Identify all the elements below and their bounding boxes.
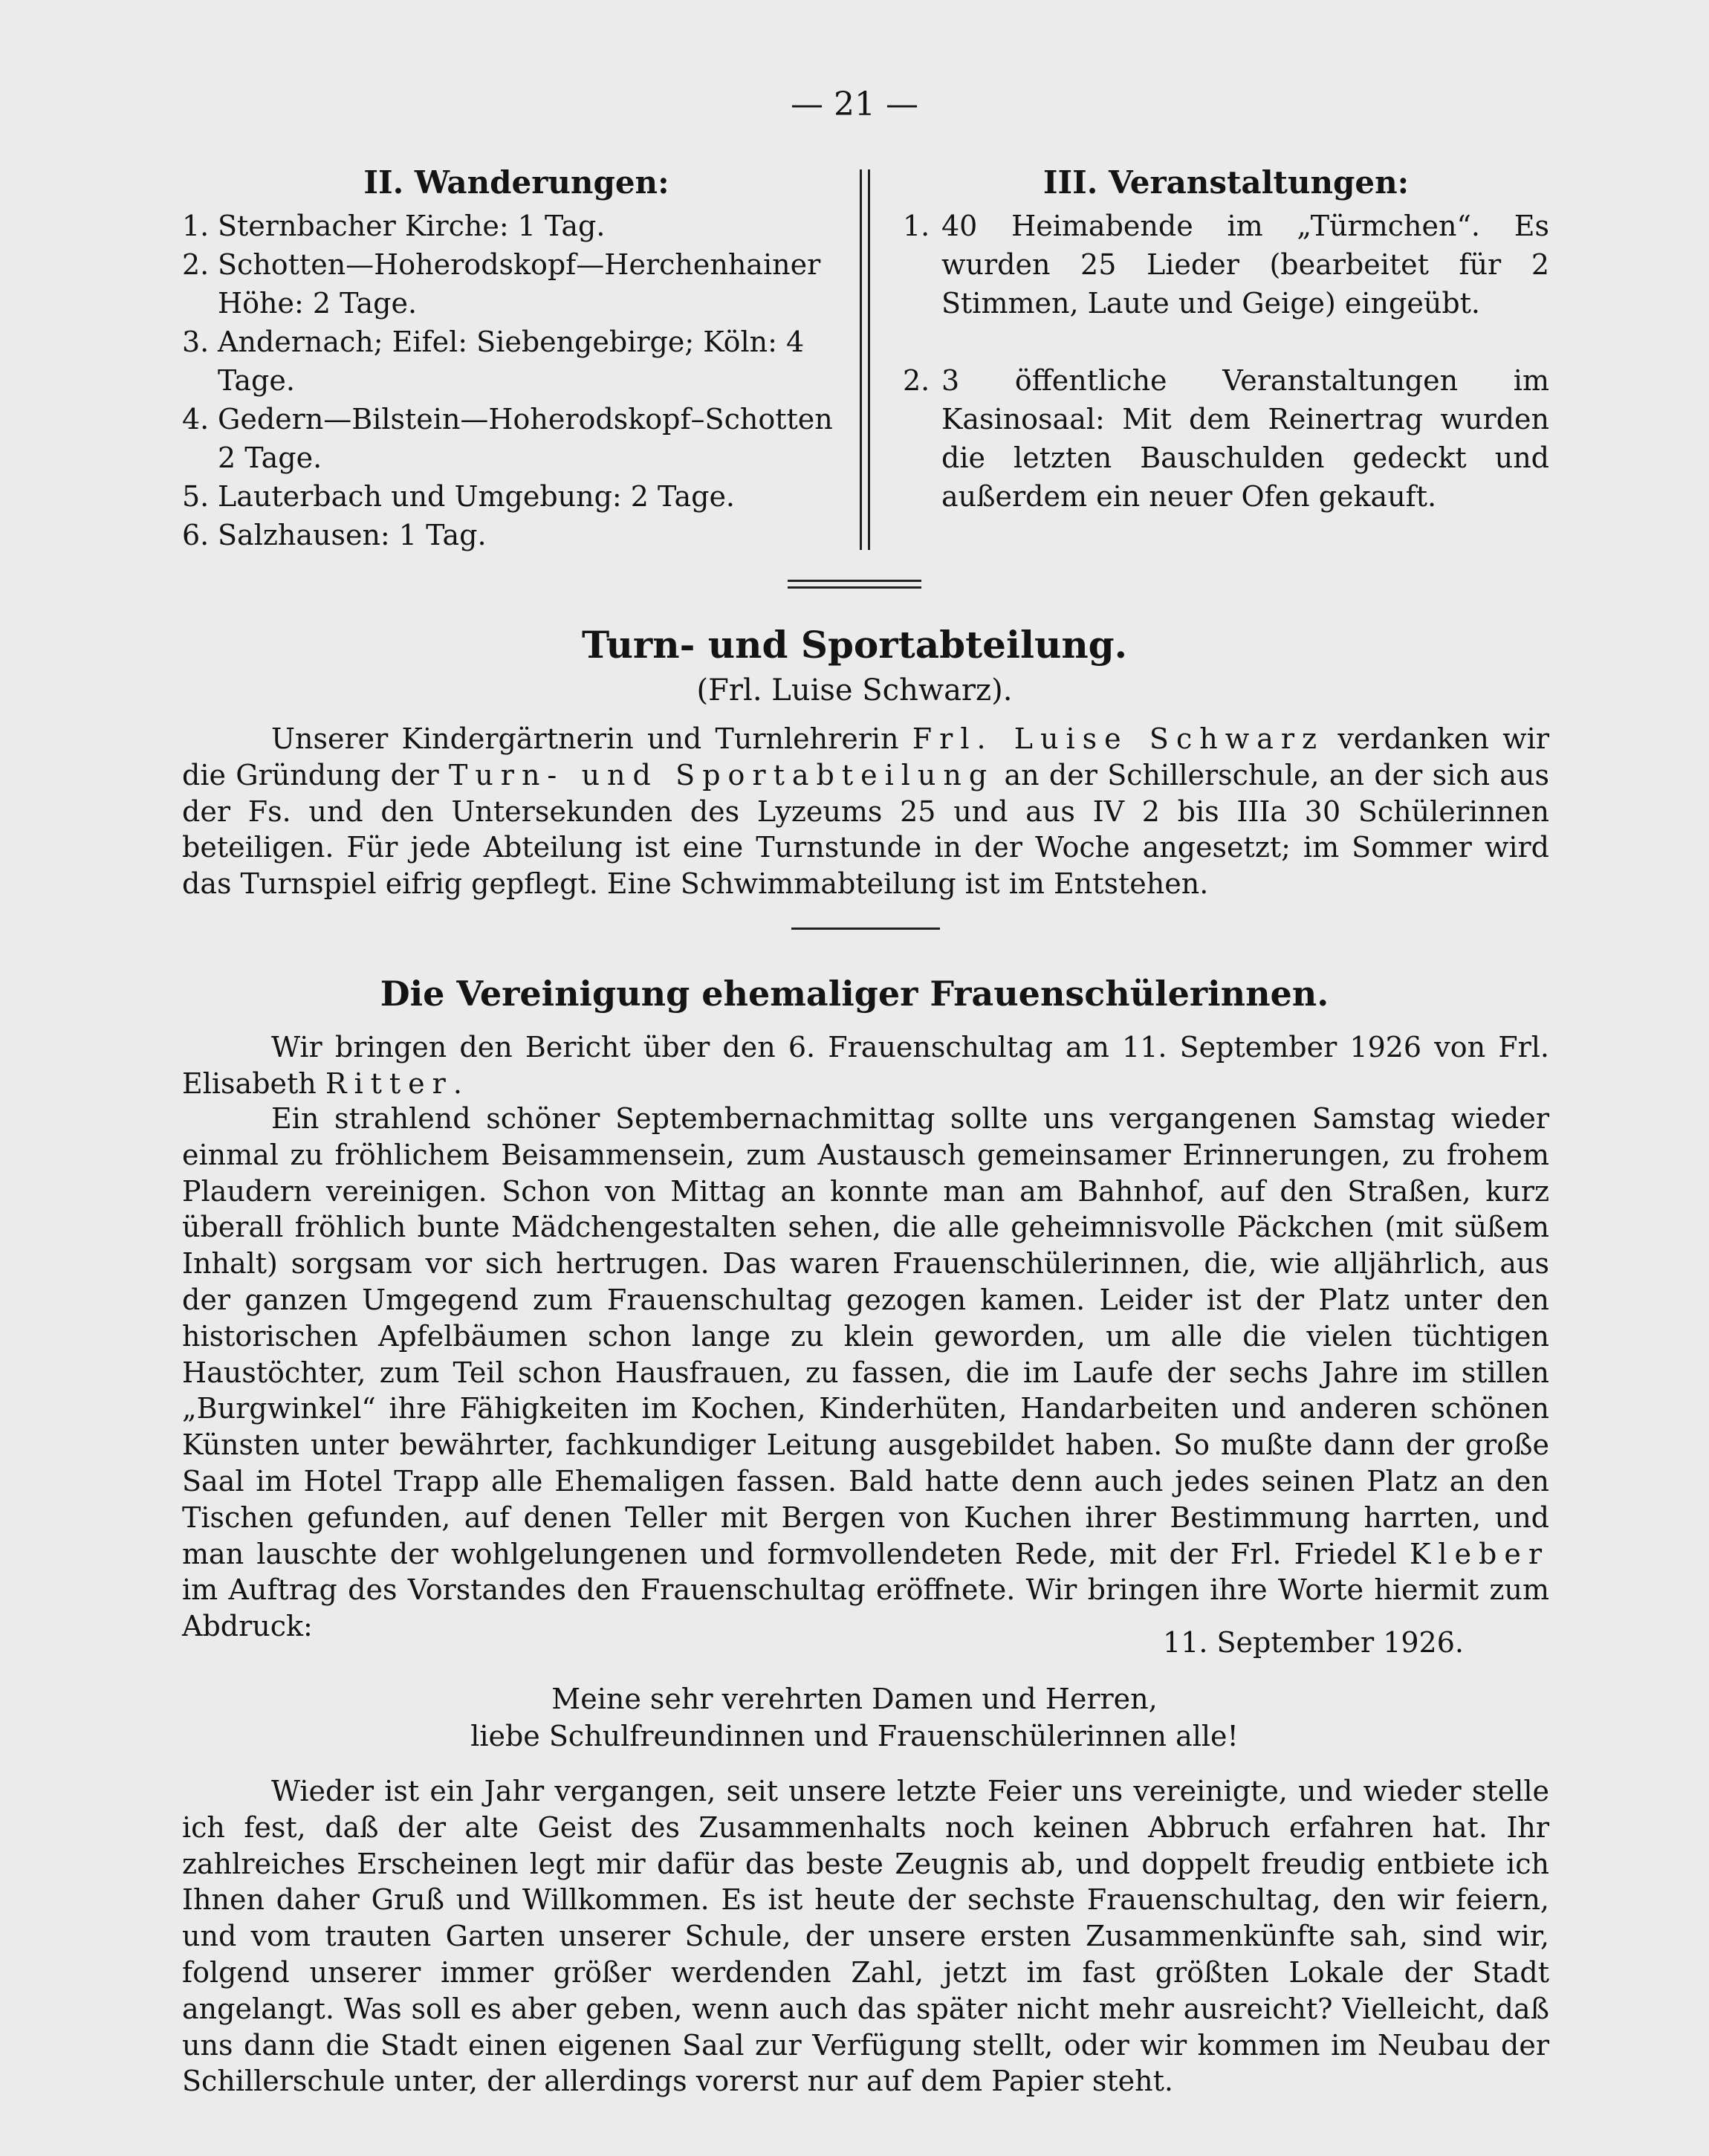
paragraph-text: Unserer Kindergärtnerin und Turnlehrerin xyxy=(271,722,912,755)
wanderungen-heading: II. Wanderungen: xyxy=(363,164,669,201)
list-item xyxy=(182,323,851,400)
paragraph-text: Ein strahlend schöner Septembernachmittag sollte uns vergangenen Samstag wieder einmal zu fröhlichem Beisammensein, zum Austausch gemeinsamer Erinnerungen, zu frohem Plaudern vereinigen. Schon von Mittag an konnte man am Bahnhof, auf den Straßen, kurz überall fröhlich bunte Mädchengestalten sehen, die alle geheimnisvolle Päckchen (mit süßem Inhalt) sorgsam vor sich hertrugen. Das waren Frauenschülerinnen, die, wie alljährlich, aus der ganzen Umgegend zum Frauenschultag gezogen kamen. Leider ist der Platz unter den historischen Apfelbäumen schon lange zu klein geworden, um alle die vielen tüchtigen Haustöchter, zum Teil schon Hausfrauen, zu fassen, die im Laufe der sechs Jahre im stillen „Burgwinkel“ ihre Fähigkeiten im Kochen, Kinderhüten, Handarbeiten und anderen schönen Künsten unter bewährter, fachkundiger Leitung ausgebildet haben. So mußte dann der große Saal im Hotel Trapp alle Ehemaligen fassen. Bald hatte denn auch jedes seinen Platz an den Tischen gefunden, auf denen Teller mit Bergen von Kuchen ihrer Bestimmung harrten, und man lauschte der wohlgelungenen und formvollendeten Rede, mit der Frl. Friedel xyxy=(182,1102,1549,1570)
page-number: — 21 — xyxy=(791,85,918,123)
spaced-name: Kleber xyxy=(1409,1537,1549,1570)
item-number: 2. xyxy=(182,248,210,281)
paragraph-text: . xyxy=(453,1066,462,1100)
paragraph-text: Wieder ist ein Jahr vergangen, seit unsere letzte Feier uns vereinigte, und wieder stelle ich fest, daß der alte Geist des Zusammenhalts noch keinen Abbruch erfahren hat. Ihr zahlreiches Erscheinen legt mir dafür das beste Zeugnis ab, und doppelt freudig entbiete ich Ihnen daher Gruß und Willkommen. Es ist heute der sechste Frauenschultag, den wir feiern, und vom trauten Garten unserer Schule, der unsere ersten Zusammenkünfte sah, sind wir, folgend unserer immer größer werdenden Zahl, jetzt im fast größten Lokale der Stadt angelangt. Was soll es aber geben, wenn auch das später nicht mehr ausreicht? Vielleicht, daß uns dann die Stadt einen eigenen Saal zur Verfügung stellt, oder wir kommen im Neubau der Schillerschule unter, der allerdings vorerst nur auf dem Papier steht. xyxy=(182,1775,1549,2098)
veranstaltungen-column xyxy=(903,164,1549,516)
spaced-name: Frl. Luise Schwarz xyxy=(912,722,1325,755)
item-text: Sternbacher Kirche: 1 Tag. xyxy=(218,210,606,242)
wanderungen-column xyxy=(182,164,851,554)
item-text: Andernach; Eifel: Siebengebirge; Köln: 4 Tage. xyxy=(218,326,805,397)
item-text: Gedern—Bilstein—Hoherodskopf–Schotten 2 Tage. xyxy=(218,403,833,474)
list-item xyxy=(182,516,851,554)
list-item xyxy=(903,207,1549,323)
turn-section-paragraph xyxy=(182,721,1549,902)
list-item xyxy=(903,361,1549,516)
salutation-line: liebe Schulfreundinnen und Frauenschülerinnen alle! xyxy=(470,1720,1239,1752)
turn-section-subtitle: (Frl. Luise Schwarz). xyxy=(696,673,1013,708)
item-text: Lauterbach und Umgebung: 2 Tage. xyxy=(218,480,736,513)
spaced-name: Ritter xyxy=(325,1066,453,1100)
list-item xyxy=(182,477,851,516)
item-number: 6. xyxy=(182,519,210,551)
paragraph-text: im Auftrag des Vorstandes den Frauenschultag eröffnete. Wir bringen ihre Worte hiermit zum Abdruck: xyxy=(182,1573,1549,1643)
speech-date: 11. September 1926. xyxy=(1163,1626,1464,1659)
item-text: Schotten—Hoherodskopf—Herchenhainer Höhe: 2 Tage. xyxy=(218,248,821,320)
list-item xyxy=(182,207,851,245)
paragraph-text: Wir bringen den Bericht über den 6. Frauenschultag am 11. September 1926 von Frl. Elisabeth xyxy=(182,1031,1549,1100)
item-number: 1. xyxy=(903,210,930,242)
verein-report-paragraph xyxy=(182,1101,1549,1645)
speech-paragraph xyxy=(182,1773,1549,2100)
paragraph-text: an der Schillerschule, an der sich aus der Fs. und den Untersekunden des Lyzeums 25 und aus IV 2 bis IIIa 30 Schülerinnen beteiligen. Für jede Abteilung ist eine Turnstunde in der Woche angesetzt; im Sommer wird das Turnspiel eifrig gepflegt. Eine Schwimmabteilung ist im Entstehen. xyxy=(182,758,1550,901)
item-text: 40 Heimabende im „Türmchen“. Es wurden 25 Lieder (bearbeitet für 2 Stimmen, Laute und Geige) eingeübt. xyxy=(941,210,1549,320)
item-number: 4. xyxy=(182,403,210,436)
item-number: 5. xyxy=(182,480,210,513)
item-number: 3. xyxy=(182,326,210,358)
salutation-line: Meine sehr verehrten Damen und Herren, xyxy=(551,1683,1158,1715)
verein-intro-paragraph xyxy=(182,1029,1549,1102)
turn-section-title: Turn- und Sportabteilung. xyxy=(581,623,1128,667)
veranstaltungen-heading: III. Veranstaltungen: xyxy=(1042,164,1410,201)
column-divider xyxy=(860,169,870,550)
item-number: 2. xyxy=(903,364,930,397)
item-number: 1. xyxy=(182,210,210,242)
list-item xyxy=(182,245,851,323)
paragraph-text: verdanken wir die Gründung der xyxy=(182,722,1549,791)
spaced-department: Turn- und Sportabteilung xyxy=(448,758,995,791)
verein-section-title: Die Vereinigung ehemaliger Frauenschülerinnen. xyxy=(380,974,1329,1014)
section-divider xyxy=(791,928,940,930)
section-divider xyxy=(788,580,921,589)
list-item xyxy=(182,400,851,477)
item-text: Salzhausen: 1 Tag. xyxy=(218,519,487,551)
item-text: 3 öffentliche Veranstaltungen im Kasinosaal: Mit dem Reinertrag wurden die letzten Bauschulden gedeckt und außerdem ein neuer Ofen gekauft. xyxy=(941,364,1549,513)
